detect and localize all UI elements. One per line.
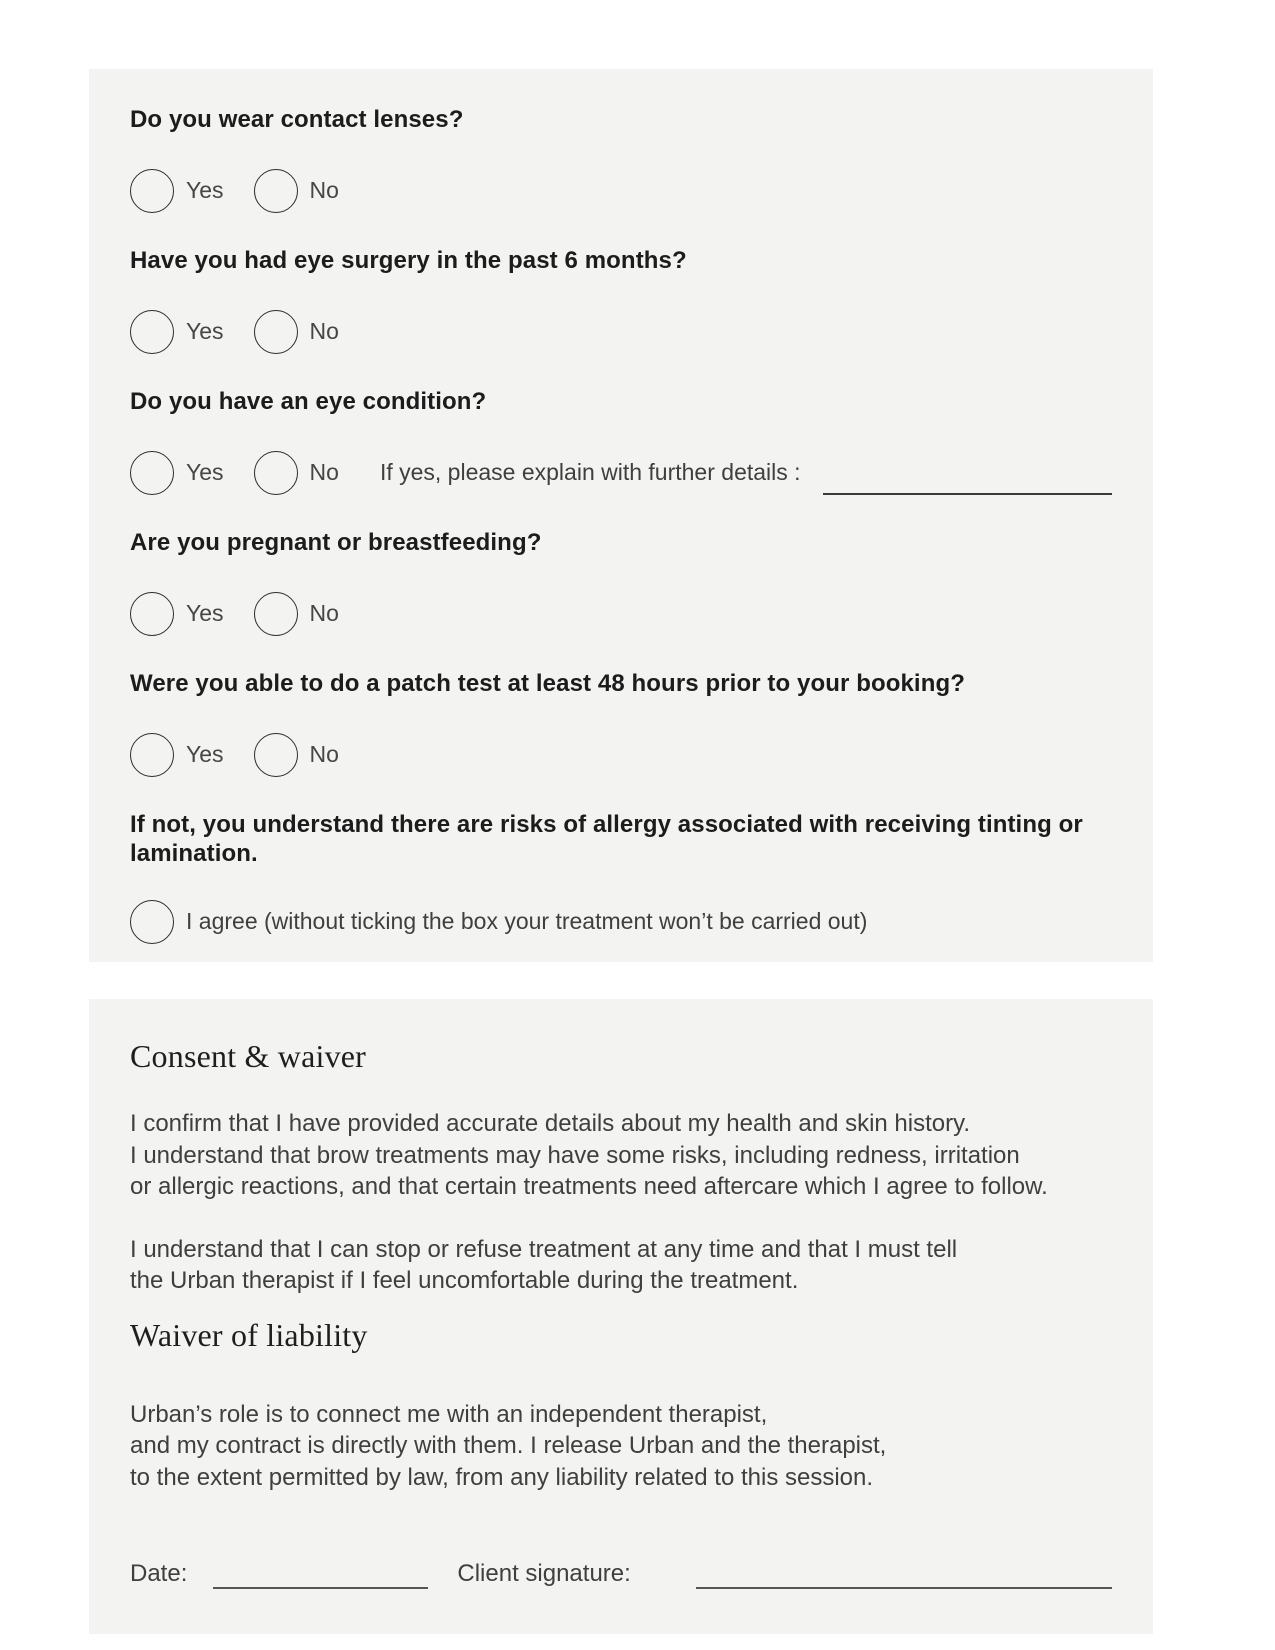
eye-condition-details-label: If yes, please explain with further details : [379,459,801,485]
paragraph-line: to the extent permitted by law, from any liability related to this session. [130,1463,874,1491]
no-label: No [309,177,339,203]
radio-eye-condition-yes[interactable] [130,451,174,495]
paragraph-line: I confirm that I have provided accurate details about my health and skin history. [130,1110,970,1137]
answer-row-eye-condition [130,450,1112,495]
no-label: No [309,318,339,344]
agree-label: I agree (without ticking the box your treatment won’t be carried out) [186,908,868,934]
agree-checkbox[interactable] [130,900,174,944]
date-input-line[interactable] [213,1565,428,1589]
no-label: No [309,741,339,767]
radio-eye-surgery-yes[interactable] [130,310,174,354]
question-pregnant: Are you pregnant or breastfeeding? [130,529,542,556]
client-signature-input-line[interactable] [696,1565,1112,1589]
paragraph-line: I understand that brow treatments may have some risks, including redness, irritation [130,1141,1020,1169]
yes-label: Yes [186,459,224,485]
no-label: No [309,600,339,626]
paragraph-line: the Urban therapist if I feel uncomfortable during the treatment. [130,1267,799,1294]
yes-label: Yes [186,318,224,344]
yes-label: Yes [186,741,224,767]
health-questions-panel [89,69,1153,962]
paragraph-line: and my contract is directly with them. I release Urban and the therapist, [130,1432,887,1459]
radio-eye-surgery-no[interactable] [254,310,298,354]
radio-patch-test-no[interactable] [254,733,298,777]
consent-waiver-heading: Consent & waiver [130,1038,367,1074]
consent-waiver-panel [89,999,1153,1634]
consent-stop-paragraph [130,1234,1112,1297]
eye-condition-details-input-line[interactable] [823,471,1112,495]
paragraph-line: Urban’s role is to connect me with an independent therapist, [130,1400,768,1428]
radio-pregnant-yes[interactable] [130,592,174,636]
radio-eye-condition-no[interactable] [254,451,298,495]
paragraph-line: I understand that I can stop or refuse treatment at any time and that I must tell [130,1235,958,1263]
allergy-risk-statement: If not, you understand there are risks of allergy associated with receiving tinting or lamination. [130,811,1083,867]
question-contact-lenses: Do you wear contact lenses? [130,106,464,133]
no-label: No [309,459,339,485]
date-label: Date: [130,1560,188,1587]
radio-contact-lenses-no[interactable] [254,169,298,213]
answer-row-contact-lenses [130,168,1112,213]
yes-label: Yes [186,177,224,203]
waiver-paragraph [130,1399,1112,1494]
waiver-of-liability-heading: Waiver of liability [130,1316,368,1353]
answer-row-pregnant [130,591,1112,636]
question-eye-surgery: Have you had eye surgery in the past 6 months? [130,247,687,274]
client-signature-label: Client signature: [457,1560,631,1587]
answer-row-patch-test [130,732,1112,777]
paragraph-line: or allergic reactions, and that certain treatments need aftercare which I agree to follow. [130,1173,1048,1200]
agree-row [130,899,1112,944]
signature-row [130,1553,1112,1589]
question-eye-condition: Do you have an eye condition? [130,388,487,415]
radio-pregnant-no[interactable] [254,592,298,636]
answer-row-eye-surgery [130,309,1112,354]
yes-label: Yes [186,600,224,626]
consent-confirm-paragraph [130,1108,1112,1203]
question-patch-test: Were you able to do a patch test at least 48 hours prior to your booking? [130,670,965,697]
radio-patch-test-yes[interactable] [130,733,174,777]
radio-contact-lenses-yes[interactable] [130,169,174,213]
